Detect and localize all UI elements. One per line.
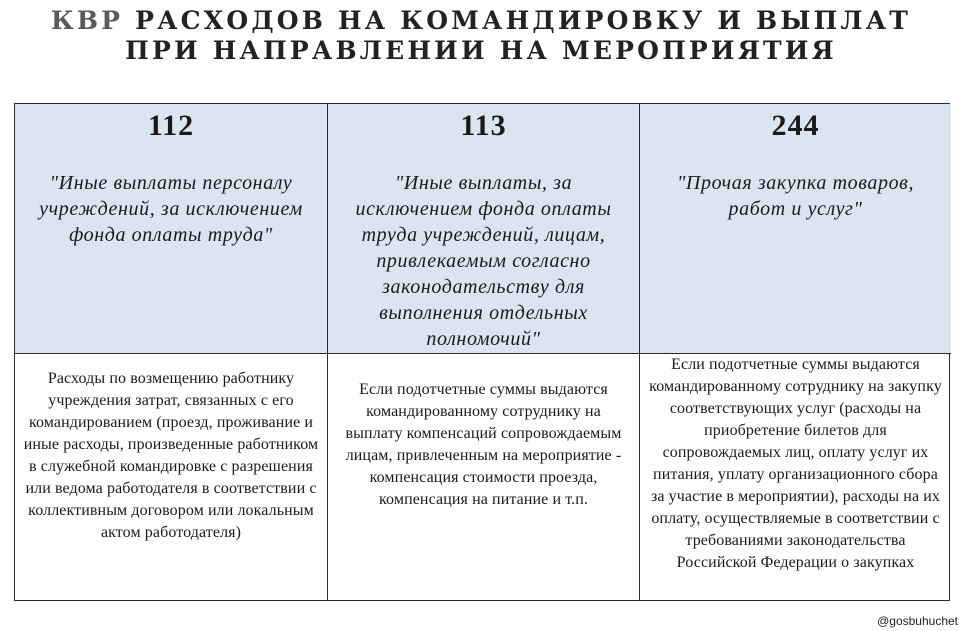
title-abbr: КВР xyxy=(50,6,124,35)
page-title xyxy=(0,6,962,66)
kvr-code: 112 xyxy=(147,109,195,142)
column-header xyxy=(640,104,951,354)
kvr-description: Если подотчетные суммы выдаются командированному сотруднику на закупку соответствующих услуг (расходы на приобретение билетов для сопровождаемых лиц, оплату услуг их питания, уплату организационного сбора за участие в мероприятии), расходы на их оплату, осуществляемые в соответствии с требованиями законодательства Российской Федерации о закупках xyxy=(649,356,942,571)
kvr-name: "Иные выплаты персоналу учреждений, за исключением фонда оплаты труда" xyxy=(39,172,303,246)
column-header xyxy=(15,104,327,354)
column-112 xyxy=(15,104,327,600)
kvr-table xyxy=(14,103,950,601)
column-body xyxy=(640,354,951,602)
kvr-description: Если подотчетные суммы выдаются командированному сотруднику на выплату компенсаций сопровождаемым лицам, привлеченным на мероприятие - компенсация стоимости проезда, компенсация на питание и т.п. xyxy=(345,381,622,508)
title-line-2: ПРИ НАПРАВЛЕНИИ НА МЕРОПРИЯТИЯ xyxy=(125,36,837,65)
kvr-description: Расходы по возмещению работнику учреждения затрат, связанных с его командированием (проезд, проживание и иные расходы, произведенные работником в служебной командировке с разрешения или ведома работодателя в соответствии с коллективным договором или локальным актом работодателя) xyxy=(23,370,319,541)
kvr-code: 113 xyxy=(460,109,507,142)
kvr-name: "Прочая закупка товаров, работ и услуг" xyxy=(676,172,915,220)
column-body xyxy=(15,354,327,602)
column-244 xyxy=(639,104,951,600)
column-113 xyxy=(327,104,639,600)
column-body xyxy=(328,354,639,602)
kvr-name: "Иные выплаты, за исключением фонда оплаты труда учреждений, лицам, привлекаемым согласно законодательству для выполнения отдельных полномочий" xyxy=(355,172,612,350)
column-header xyxy=(328,104,639,354)
author-handle: @gosbuhuchet xyxy=(877,614,958,628)
kvr-code: 244 xyxy=(771,109,820,142)
title-line-1-text: РАСХОДОВ НА КОМАНДИРОВКУ И ВЫПЛАТ xyxy=(123,6,912,35)
title-line-1 xyxy=(0,6,962,36)
